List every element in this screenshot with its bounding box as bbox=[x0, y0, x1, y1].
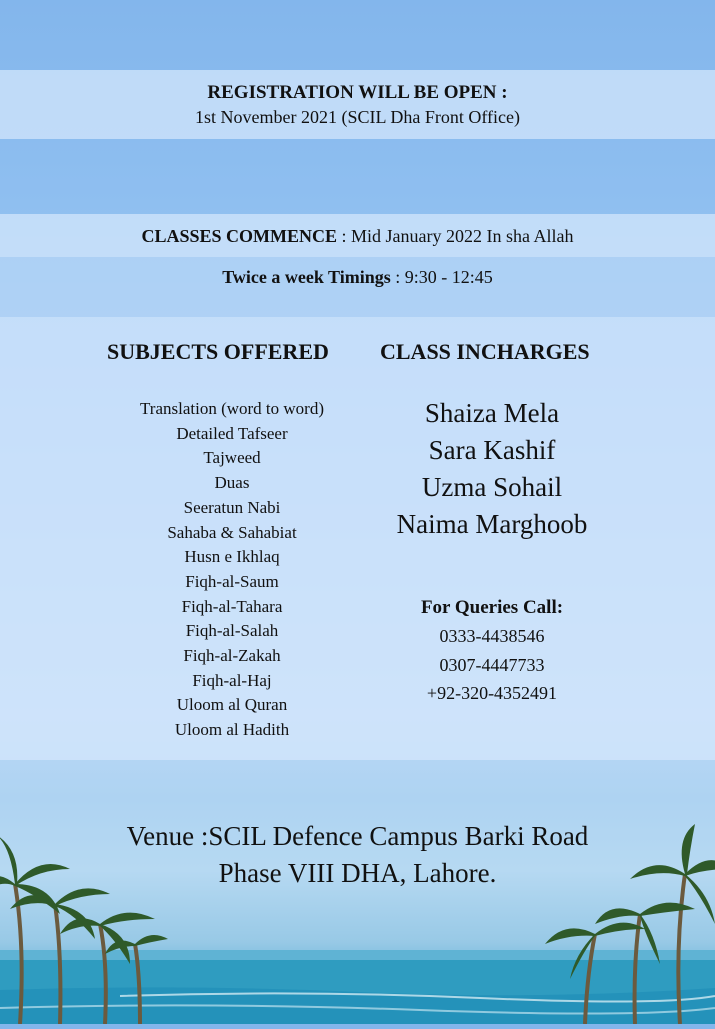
classes-commence-banner bbox=[0, 214, 715, 257]
queries-block bbox=[372, 593, 612, 708]
list-item: Sahaba & Sahabiat bbox=[167, 522, 297, 542]
timings-label: Twice a week Timings bbox=[222, 267, 391, 287]
incharge-name: Naima Marghoob bbox=[396, 509, 588, 539]
incharges-list bbox=[372, 395, 612, 543]
timings-banner bbox=[0, 257, 715, 317]
venue-line-1: Venue :SCIL Defence Campus Barki Road bbox=[126, 821, 589, 851]
list-item: Fiqh-al-Salah bbox=[185, 621, 279, 641]
timings-separator: : bbox=[390, 267, 405, 287]
phone-number: 0307-4447733 bbox=[439, 654, 545, 675]
list-item: Uloom al Hadith bbox=[174, 720, 290, 740]
subjects-heading: SUBJECTS OFFERED bbox=[107, 339, 329, 364]
list-item: Fiqh-al-Zakah bbox=[183, 646, 281, 666]
subjects-list bbox=[112, 397, 352, 743]
venue-block bbox=[0, 818, 715, 892]
timings-value: 9:30 - 12:45 bbox=[404, 267, 493, 287]
classes-commence-value: Mid January 2022 In sha Allah bbox=[351, 226, 574, 246]
list-item: Fiqh-al-Tahara bbox=[181, 596, 283, 616]
registration-heading: REGISTRATION WILL BE OPEN : bbox=[207, 82, 508, 103]
content-panel bbox=[0, 317, 715, 760]
classes-commence-line bbox=[0, 226, 715, 247]
list-item: Uloom al Quran bbox=[176, 695, 288, 715]
list-item: Husn e Ikhlaq bbox=[184, 547, 280, 567]
list-item: Seeratun Nabi bbox=[183, 497, 281, 517]
list-item: Tajweed bbox=[203, 448, 261, 468]
incharge-name: Sara Kashif bbox=[428, 435, 556, 465]
incharges-heading: CLASS INCHARGES bbox=[380, 339, 590, 364]
list-item: Fiqh-al-Saum bbox=[185, 571, 279, 591]
list-item: Fiqh-al-Haj bbox=[192, 670, 272, 690]
list-item: Translation (word to word) bbox=[140, 399, 324, 418]
timings-line bbox=[0, 267, 715, 288]
queries-heading: For Queries Call: bbox=[420, 597, 564, 618]
list-item: Detailed Tafseer bbox=[176, 423, 288, 443]
incharge-name: Uzma Sohail bbox=[421, 472, 563, 502]
registration-banner bbox=[0, 70, 715, 139]
incharge-name: Shaiza Mela bbox=[424, 398, 560, 428]
classes-commence-label: CLASSES COMMENCE bbox=[141, 226, 338, 246]
phone-number: 0333-4438546 bbox=[439, 626, 545, 646]
phone-number: +92-320-4352491 bbox=[426, 683, 558, 703]
classes-separator: : bbox=[337, 226, 352, 246]
venue-line-2: Phase VIII DHA, Lahore. bbox=[218, 858, 497, 888]
registration-detail: 1st November 2021 (SCIL Dha Front Office) bbox=[195, 107, 520, 127]
list-item: Duas bbox=[214, 473, 250, 493]
